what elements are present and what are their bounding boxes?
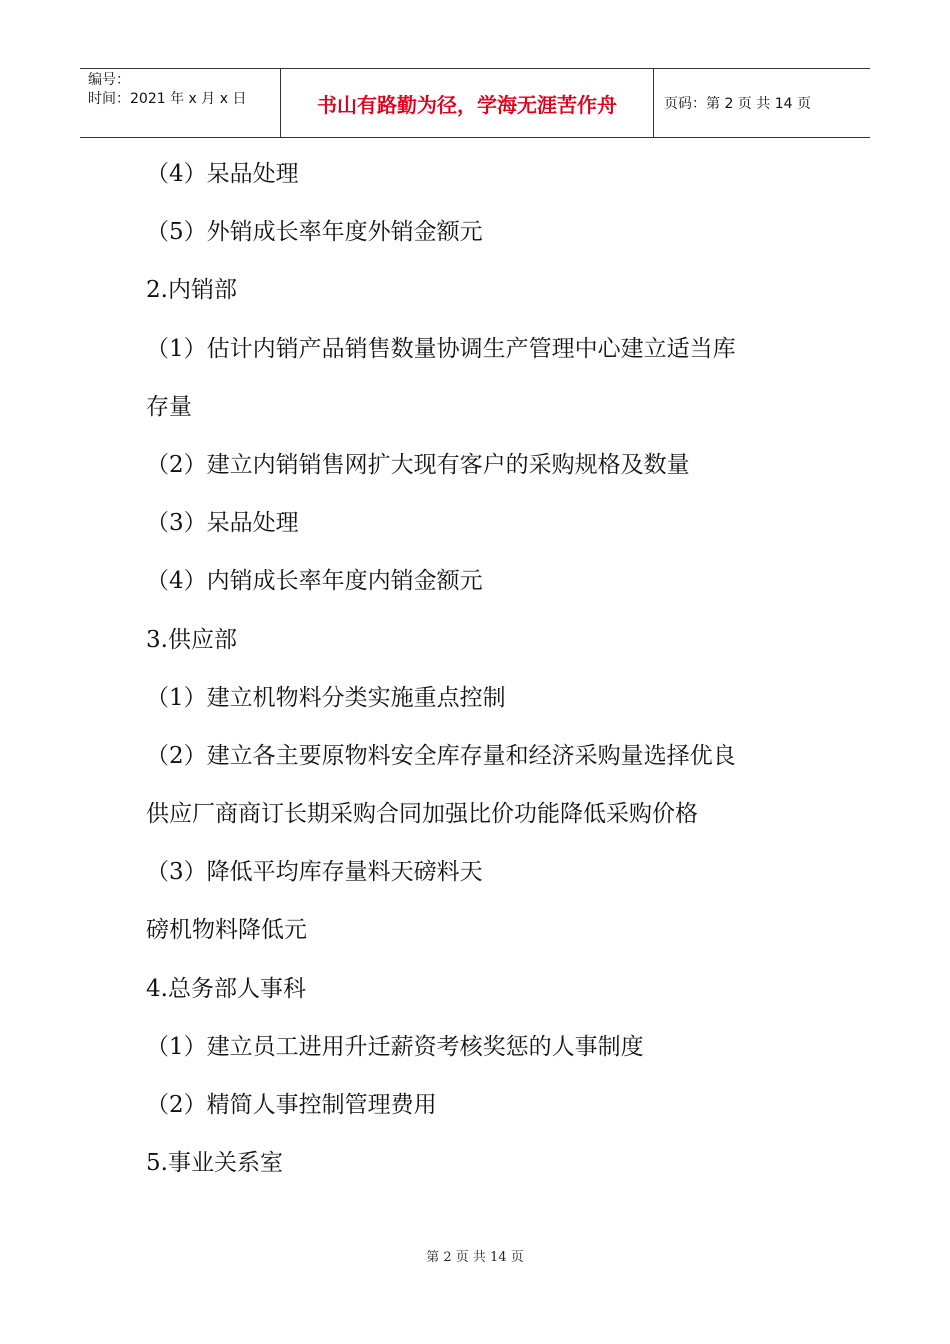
document-number-label: 编号： <box>88 72 130 88</box>
text-line: （1）估计内销产品销售数量协调生产管理中心建立适当库 <box>146 335 736 362</box>
text-line: （1）建立机物料分类实施重点控制 <box>146 684 506 711</box>
text-line: （4）内销成长率年度内销金额元 <box>146 568 483 595</box>
header-motto <box>281 69 654 137</box>
header-meta <box>80 69 281 137</box>
text-line: （3）呆品处理 <box>146 510 299 537</box>
text-line: 磅机物料降低元 <box>146 917 307 944</box>
header-page-info <box>654 69 870 137</box>
section-heading: 3.供应部 <box>146 626 237 653</box>
section-heading: 4.总务部人事科 <box>146 975 306 1002</box>
page-header <box>80 68 870 138</box>
document-date: 时间：2021 年 x 月 x 日 <box>88 91 247 107</box>
text-line: （3）降低平均库存量料天磅料天 <box>146 859 483 886</box>
footer-page-number: 第 2 页 共 14 页 <box>426 1250 524 1265</box>
section-heading: 5.事业关系室 <box>146 1150 283 1177</box>
section-heading: 2.内销部 <box>146 277 237 304</box>
text-line: 供应厂商商订长期采购合同加强比价功能降低采购价格 <box>146 801 698 828</box>
text-line: 存量 <box>146 393 192 420</box>
text-line: （4）呆品处理 <box>146 161 299 187</box>
text-line: （2）精简人事控制管理费用 <box>146 1092 437 1118</box>
text-line: （2）建立内销销售网扩大现有客户的采购规格及数量 <box>146 451 690 478</box>
page-footer <box>0 1246 950 1265</box>
page-info-text: 页码：第 2 页 共 14 页 <box>664 96 811 112</box>
text-line: （2）建立各主要原物料安全库存量和经济采购量选择优良 <box>146 742 736 769</box>
document-body <box>146 145 826 1192</box>
text-line: （1）建立员工进用升迁薪资考核奖惩的人事制度 <box>146 1033 644 1060</box>
text-line: （5）外销成长率年度外销金额元 <box>146 219 483 246</box>
motto-text: 书山有路勤为径，学海无涯苦作舟 <box>317 92 617 117</box>
